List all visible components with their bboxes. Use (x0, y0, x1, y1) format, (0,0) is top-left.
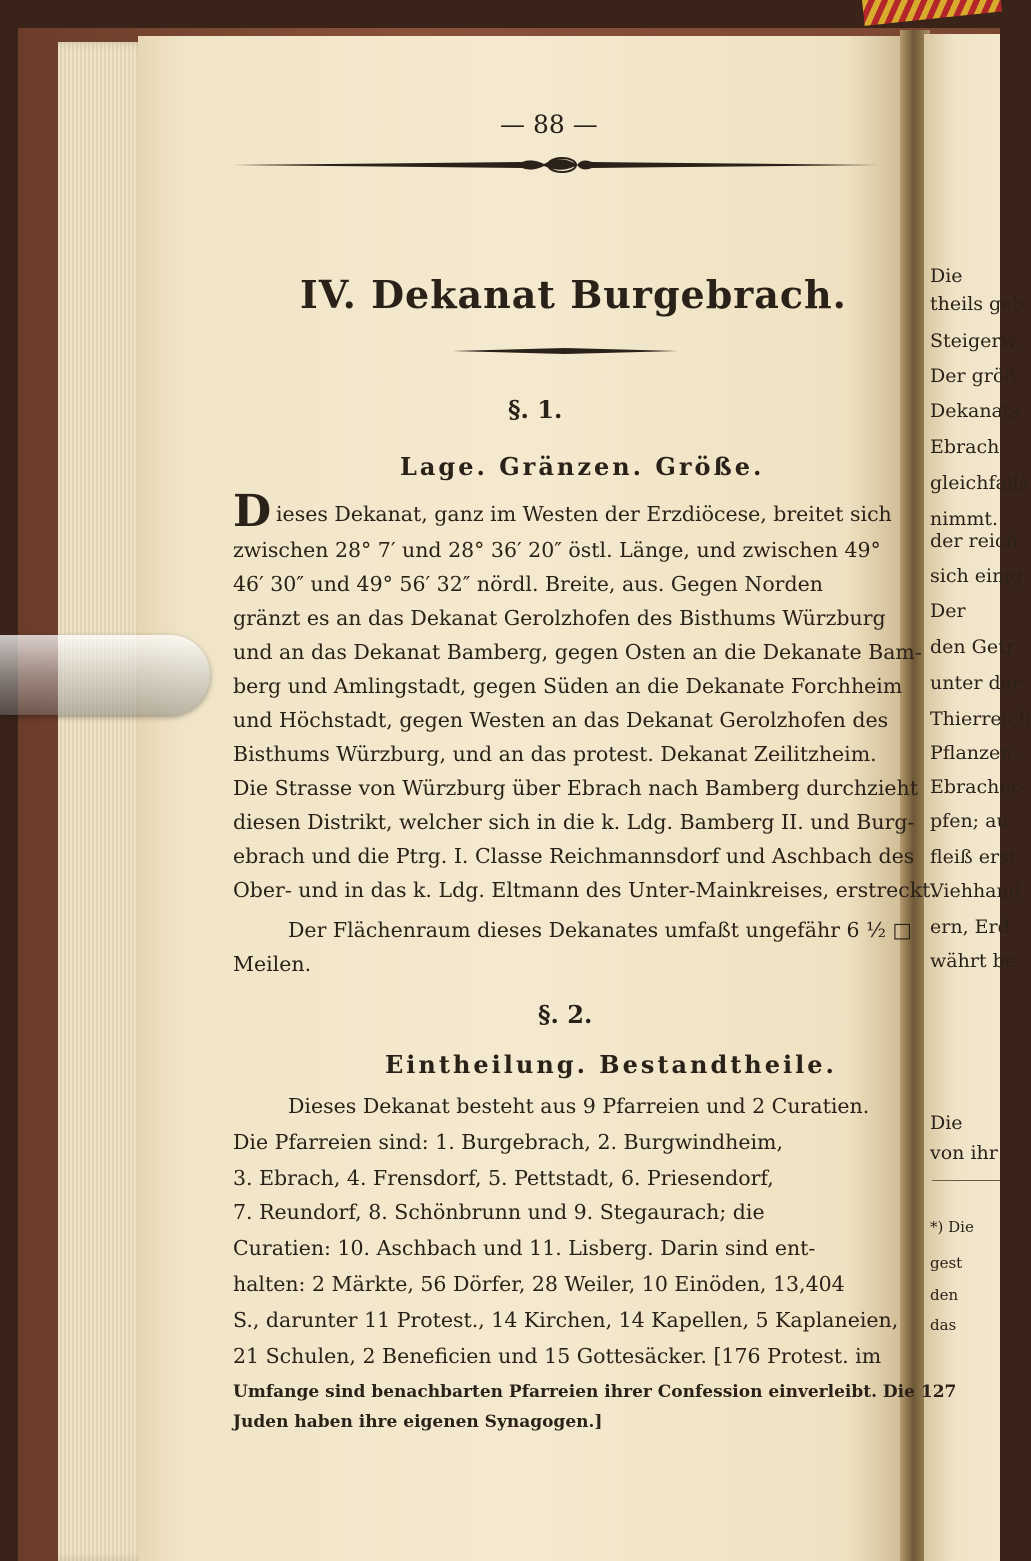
text-line: 3. Ebrach, 4. Frensdorf, 5. Pettstadt, 6. Priesendorf, (233, 1166, 774, 1190)
page-title: IV. Dekanat Burgebrach. (300, 272, 847, 317)
page-edges (58, 42, 150, 1561)
right-page-footnote: das (930, 1316, 957, 1334)
text-line: Bisthums Würzburg, und an das protest. Dekanat Zeilitzheim. (233, 742, 877, 766)
text-line: Curatien: 10. Aschbach und 11. Lisberg. Darin sind ent- (233, 1236, 816, 1260)
footnote-rule (932, 1180, 1000, 1181)
text-line: S., darunter 11 Protest., 14 Kirchen, 14 Kapellen, 5 Kaplaneien, (233, 1308, 899, 1332)
ornament-rule (232, 150, 878, 180)
right-page-line: Der (930, 600, 966, 622)
right-page-line: Pflanzen: (930, 742, 1019, 764)
right-page-line: sich einig (930, 565, 1023, 587)
text-line: 21 Schulen, 2 Beneficien und 15 Gottesäcker. [176 Protest. im (233, 1344, 882, 1368)
text-line-small: Umfange sind benachbarten Pfarreien ihrer Confession einverleibt. Die 127 (233, 1382, 957, 1402)
right-page-line: Steigerw. (930, 330, 1021, 352)
right-page-line: unter der (930, 672, 1021, 694)
text-line: Die Strasse von Würzburg über Ebrach nach Bamberg durchzieht (233, 776, 918, 800)
right-page-line: den Getr (930, 636, 1015, 658)
page-clamp (0, 635, 210, 715)
right-page-line: der reich (930, 530, 1018, 552)
right-page-line: Die (930, 265, 963, 287)
bookmark-ribbon (862, 0, 1002, 26)
section-1-heading: Lage. Gränzen. Größe. (400, 452, 765, 481)
right-page-footnote: gest (930, 1254, 963, 1272)
text-line: Der Flächenraum dieses Dekanates umfaßt ungefähr 6 ½ □ (288, 918, 912, 942)
text-line: gränzt es an das Dekanat Gerolzhofen des Bisthums Würzburg (233, 606, 886, 630)
section-2-heading: Eintheilung. Bestandtheile. (385, 1050, 837, 1079)
right-page-line: nimmt. (930, 508, 999, 530)
right-page-line: ern, Erd (930, 916, 1010, 938)
right-page-line: pfen; au (930, 810, 1009, 832)
title-rule (452, 347, 678, 355)
right-page-line: Ebracher- (930, 776, 1027, 798)
text-line: Meilen. (233, 952, 312, 976)
right-page-line: Viehhand (930, 880, 1021, 902)
right-page-footnote: den (930, 1286, 959, 1304)
text-line: berg und Amlingstadt, gegen Süden an die Dekanate Forchheim (233, 674, 903, 698)
drop-initial: D (233, 486, 272, 537)
right-page-line: von ihr (930, 1142, 998, 1164)
right-page-line: Der größ (930, 365, 1017, 387)
text-line: 7. Reundorf, 8. Schönbrunn und 9. Stegaurach; die (233, 1200, 765, 1224)
text-line: und Höchstadt, gegen Westen an das Dekanat Gerolzhofen des (233, 708, 889, 732)
text-line: zwischen 28° 7′ und 28° 36′ 20″ östl. Länge, und zwischen 49° (233, 538, 881, 562)
text-line: ieses Dekanat, ganz im Westen der Erzdiöcese, breitet sich (276, 502, 892, 526)
section-2-number: §. 2. (538, 1000, 593, 1029)
text-line: Dieses Dekanat besteht aus 9 Pfarreien und 2 Curatien. (288, 1094, 870, 1118)
right-page-footnote: *) Die (930, 1218, 974, 1236)
section-1-number: §. 1. (508, 395, 563, 424)
text-line-small: Juden haben ihre eigenen Synagogen.] (233, 1412, 603, 1432)
text-line: 46′ 30″ und 49° 56′ 32″ nördl. Breite, aus. Gegen Norden (233, 572, 823, 596)
text-line: Ober- und in das k. Ldg. Eltmann des Unter-Mainkreises, erstreckt. (233, 878, 937, 902)
right-page-line: währt be (930, 950, 1016, 972)
right-page-line: Ebrach (930, 436, 1000, 458)
text-line: diesen Distrikt, welcher sich in die k. Ldg. Bamberg II. und Burg- (233, 810, 915, 834)
right-page-line: Die (930, 1112, 963, 1134)
right-page-line: fleiß erst (930, 846, 1017, 868)
text-line: Die Pfarreien sind: 1. Burgebrach, 2. Burgwindheim, (233, 1130, 784, 1154)
text-line: halten: 2 Märkte, 56 Dörfer, 28 Weiler, 10 Einöden, 13,404 (233, 1272, 845, 1296)
right-page-line: gleichfalls (930, 472, 1029, 494)
page-number: — 88 — (500, 110, 598, 139)
text-line: und an das Dekanat Bamberg, gegen Osten an die Dekanate Bam- (233, 640, 922, 664)
text-line: ebrach und die Ptrg. I. Classe Reichmannsdorf und Aschbach des (233, 844, 915, 868)
right-page-line: theils geb (930, 293, 1025, 315)
right-page-line: Dekanats (930, 400, 1021, 422)
right-page-line: Thierreich (930, 708, 1031, 730)
